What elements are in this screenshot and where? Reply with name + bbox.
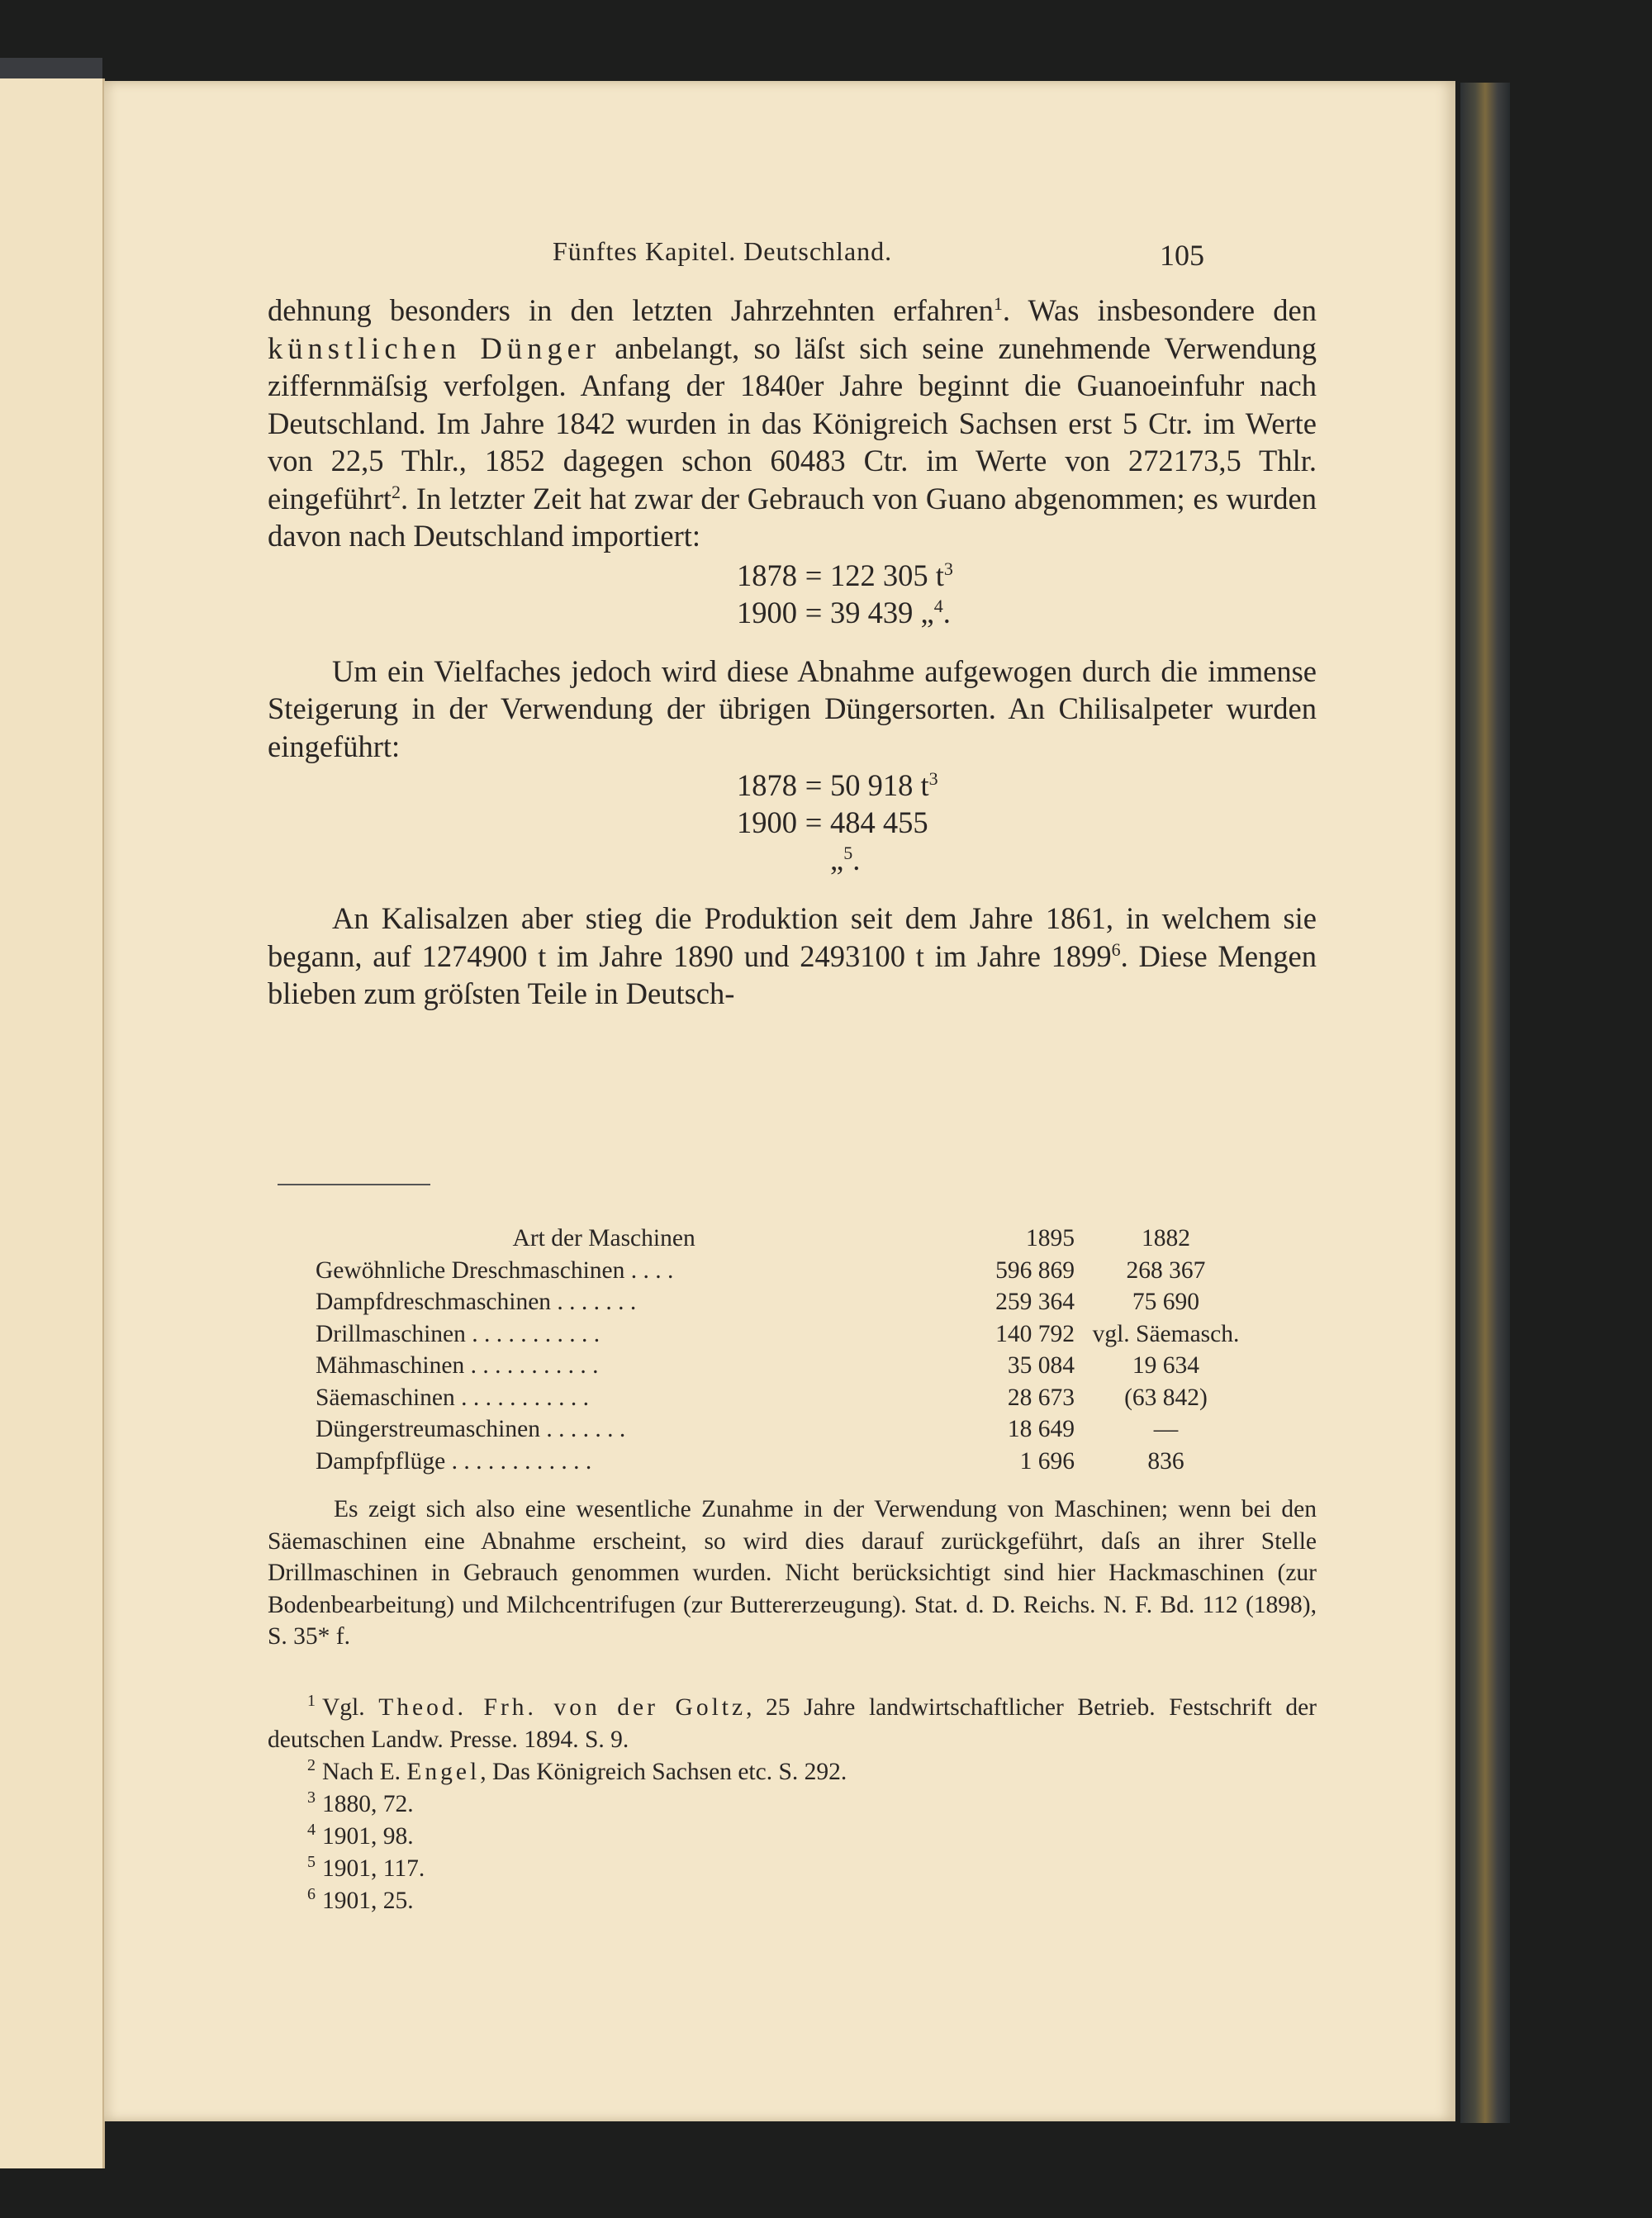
footnote: 1 Vgl. Theod. Frh. von der Goltz, 25 Jahre landwirtschaftlicher Betrieb. Festschrift der deutschen Landw. Presse. 1894. S. 9. [268, 1692, 1317, 1753]
eq-value: 50 918 t [830, 768, 929, 802]
footnote: 6 1901, 25. [307, 1885, 414, 1914]
table-row [316, 1286, 1257, 1318]
equation-row [710, 594, 1317, 631]
equation-row [710, 557, 1317, 594]
eq-year: 1878 [737, 768, 797, 802]
table-cell: 18 649 [1007, 1416, 1075, 1442]
eq-sign: = [805, 595, 823, 629]
eq-footnote-ref: 3 [943, 558, 953, 579]
paragraph-2: Um ein Vielfaches jedoch wird diese Abnahme aufgewogen durch die immense Steigerung in der Verwendung der übrigen Düngersorten. An Chilisalpeter wurden eingeführt: [268, 653, 1317, 763]
saltpeter-import-figures [268, 767, 1317, 878]
table-note-text: Es zeigt sich also eine wesentliche Zunahme in der Verwendung von Maschinen; wenn bei den Säemaschinen eine Abnahme erscheint, so wird dies darauf zurückgeführt, daſs an ihrer Stelle Drillmaschinen in Gebrauch genommen wurden. Nicht berücksichtigt sind hier Hackmaschinen (zur Bodenbearbeitung) und Milchcentrifugen (zur Buttererzeugung). Stat. d. D. Reichs. N. F. Bd. 112 (1898), S. 35* f. [268, 1496, 1317, 1650]
table-row [316, 1350, 1257, 1382]
table-row [316, 1255, 1257, 1287]
table-cell: Düngerstreumaschinen . . . . . . . [316, 1416, 626, 1442]
footnote-author: Theod. Frh. von der Goltz [378, 1694, 747, 1721]
guano-import-figures [268, 557, 1317, 631]
footnote-text: Vgl. [322, 1694, 379, 1721]
footnote-text: 1901, 117. [322, 1855, 425, 1882]
table-cell: 268 367 [1126, 1256, 1206, 1284]
eq-footnote-ref: 4 [933, 595, 943, 616]
table-cell: 35 084 [1007, 1352, 1075, 1379]
equation-row [710, 804, 1317, 878]
table-cell: 140 792 [995, 1320, 1075, 1347]
table-header: 1895 [1025, 1225, 1075, 1251]
footnote-separator [278, 1184, 430, 1185]
footnote-author: Engel [406, 1759, 481, 1785]
table-cell: Drillmaschinen . . . . . . . . . . . [316, 1320, 601, 1347]
footnote-text: , Das Königreich Sachsen etc. S. 292. [480, 1759, 847, 1785]
running-head: Fünftes Kapitel. Deutschland. [553, 236, 893, 266]
footnotes [268, 1692, 1317, 1917]
table-cell: 1 696 [1019, 1447, 1075, 1475]
footnote: 3 1880, 72. [307, 1788, 414, 1817]
table-cell: Dampfpflüge . . . . . . . . . . . . [316, 1447, 592, 1475]
p1-text-c: anbelangt, so läſst sich seine zunehmende Verwendung ziffernmäſsig verfolgen. Anfang der 1840er Jahre beginnt die Guanoeinfuhr nach Deutschland. Im Jahre 1842 wurden in das Königreich Sachsen erst 5 Ctr. im Werte von 22,5 Thlr., 1852 dagegen schon 60483 Ctr. im Werte von 272173,5 Thlr. eingeführt [268, 330, 1317, 515]
eq-sign: = [805, 805, 823, 839]
table-cell: 259 364 [995, 1289, 1075, 1315]
footnote-text: 1880, 72. [322, 1791, 414, 1817]
eq-value: 484 455 „ [830, 805, 928, 876]
p1-text-a: dehnung besonders in den letzten Jahrzehnten erfahren [268, 293, 994, 327]
eq-year: 1878 [737, 558, 797, 592]
equation-row [710, 767, 1317, 804]
footnote-text: , 25 Jahre landwirtschaftlicher Betrieb. Festschrift der deutschen Landw. Presse. 1894. S. 9. [268, 1694, 1317, 1753]
footnote: 5 1901, 117. [307, 1853, 425, 1882]
p1-emphasis: künstlichen Dünger [268, 330, 601, 365]
footnote-text: 1901, 98. [322, 1823, 414, 1850]
table-cell: (63 842) [1124, 1384, 1208, 1411]
book-page [104, 81, 1455, 2121]
eq-tail: . [852, 843, 861, 876]
left-page [0, 78, 105, 2168]
table-row [316, 1318, 1257, 1351]
table-header: 1882 [1141, 1225, 1190, 1251]
table-row [316, 1413, 1257, 1446]
table-cell: Gewöhnliche Dreschmaschinen . . . . [316, 1256, 674, 1284]
footnote-ref-1: 1 [993, 292, 1003, 314]
table-cell: 596 869 [995, 1256, 1075, 1284]
eq-sign: = [805, 558, 823, 592]
p3-text-b: . Diese Mengen blieben zum gröſsten Teile in Deutsch- [268, 938, 1317, 1010]
eq-value: 39 439 „ [830, 595, 934, 629]
left-page-edge [0, 58, 102, 81]
table-cell: 836 [1147, 1447, 1184, 1475]
eq-footnote-ref: 3 [928, 767, 938, 789]
p1-text-b: . Was insbesondere den [1002, 293, 1317, 327]
footnote: 4 1901, 98. [307, 1821, 414, 1850]
book-spine [1460, 83, 1510, 2123]
table-header-row [316, 1223, 1257, 1255]
footnote: 2 Nach E. Engel, Das Königreich Sachsen etc. S. 292. [307, 1756, 847, 1785]
table-cell: 28 673 [1007, 1384, 1075, 1411]
table-header: Art der Maschinen [512, 1225, 695, 1251]
eq-footnote-ref: 5 [843, 842, 853, 863]
eq-value: 122 305 t [830, 558, 944, 592]
footnote-ref-6: 6 [1111, 938, 1121, 960]
table-row [316, 1382, 1257, 1414]
eq-sign: = [805, 768, 823, 802]
eq-year: 1900 [737, 805, 797, 839]
table-cell: vgl. Säemasch. [1092, 1320, 1240, 1347]
footnote-ref-2: 2 [392, 481, 401, 502]
body-text [268, 292, 1317, 1013]
eq-tail: . [942, 595, 951, 629]
table-cell: Dampfdreschmaschinen . . . . . . . [316, 1289, 637, 1315]
eq-year: 1900 [737, 595, 797, 629]
page-number: 105 [1160, 239, 1204, 272]
p3-text-a: An Kalisalzen aber stieg die Produktion seit dem Jahre 1861, in welchem sie begann, auf 1274900 t im Jahre 1890 und 2493100 t im Jahre 1899 [268, 901, 1317, 973]
footnote-text: 1901, 25. [322, 1888, 414, 1914]
paragraph-1 [268, 292, 1317, 555]
machines-table [316, 1223, 1257, 1477]
footnote-text: Nach E. [322, 1759, 407, 1785]
table-cell: Mähmaschinen . . . . . . . . . . . [316, 1352, 599, 1379]
table-cell: — [1153, 1416, 1179, 1442]
table-cell: Säemaschinen . . . . . . . . . . . [316, 1384, 589, 1411]
table-cell: 19 634 [1132, 1352, 1200, 1379]
paragraph-3 [268, 900, 1317, 1013]
table-row [316, 1446, 1257, 1478]
table-note [268, 1494, 1317, 1653]
table-cell: 75 690 [1132, 1289, 1200, 1315]
p1-text-d: . In letzter Zeit hat zwar der Gebrauch von Guano abgenommen; es wurden davon nach Deutschland importiert: [268, 481, 1317, 553]
